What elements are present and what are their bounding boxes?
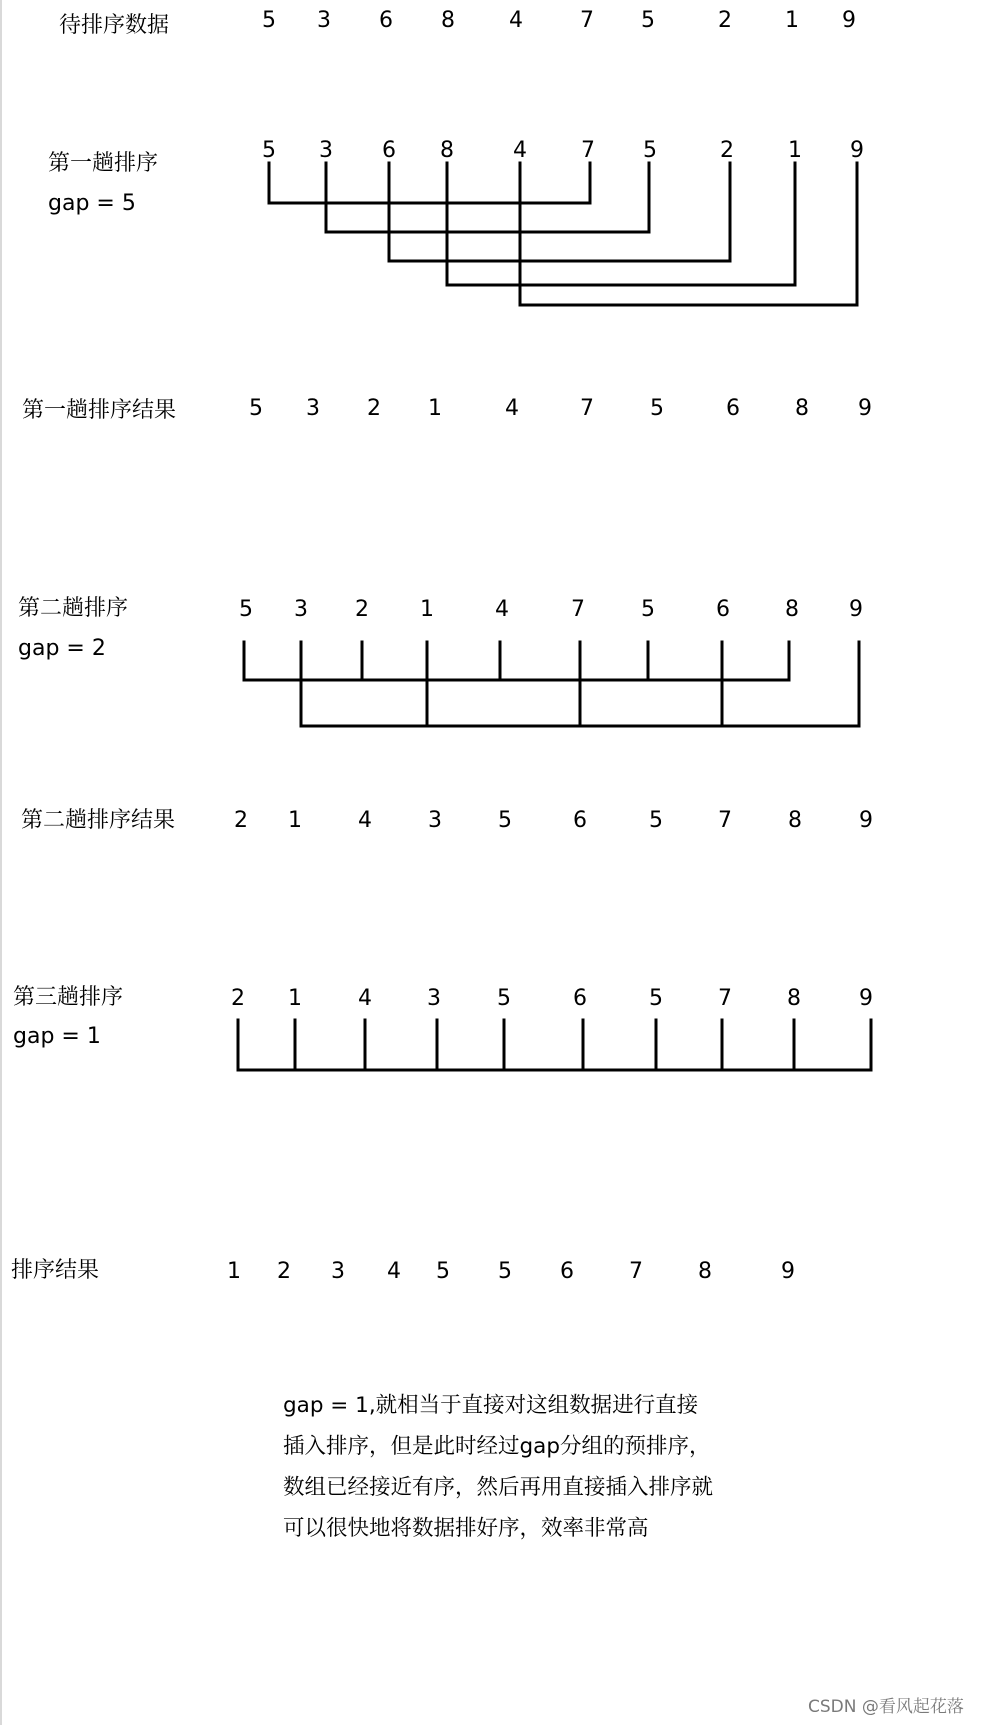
number-cell: 9 <box>842 8 856 33</box>
number-cell: 4 <box>387 1259 401 1284</box>
gap-label-pass3: gap = 1 <box>13 1024 101 1049</box>
pass2-group-line-a <box>244 642 789 680</box>
number-cell: 1 <box>428 396 442 421</box>
number-cell: 9 <box>859 808 873 833</box>
number-cell: 5 <box>262 8 276 33</box>
number-cell: 2 <box>367 396 381 421</box>
number-cell: 1 <box>288 986 302 1011</box>
number-cell: 1 <box>288 808 302 833</box>
number-cell: 2 <box>355 597 369 622</box>
number-cell: 8 <box>698 1259 712 1284</box>
number-cell: 8 <box>795 396 809 421</box>
number-cell: 8 <box>785 597 799 622</box>
number-cell: 5 <box>497 986 511 1011</box>
number-cell: 3 <box>428 808 442 833</box>
number-cell: 6 <box>560 1259 574 1284</box>
number-cell: 5 <box>650 396 664 421</box>
row-label-pass2: 第二趟排序 <box>18 596 129 621</box>
number-cell: 8 <box>788 808 802 833</box>
number-cell: 9 <box>859 986 873 1011</box>
number-cell: 2 <box>720 138 734 163</box>
number-cell: 7 <box>629 1259 643 1284</box>
number-cell: 8 <box>787 986 801 1011</box>
number-cell: 4 <box>358 808 372 833</box>
number-cell: 5 <box>436 1259 450 1284</box>
row-label-pass1: 第一趟排序 <box>48 151 159 176</box>
number-cell: 2 <box>277 1259 291 1284</box>
number-cell: 7 <box>581 138 595 163</box>
note-line: 插入排序，但是此时经过gap分组的预排序， <box>283 1434 711 1459</box>
number-cell: 9 <box>858 396 872 421</box>
number-cell: 5 <box>641 597 655 622</box>
number-cell: 4 <box>509 8 523 33</box>
number-cell: 5 <box>649 986 663 1011</box>
number-cell: 3 <box>427 986 441 1011</box>
number-cell: 8 <box>440 138 454 163</box>
number-cell: 2 <box>234 808 248 833</box>
number-cell: 6 <box>573 986 587 1011</box>
number-cell: 9 <box>781 1259 795 1284</box>
number-cell: 7 <box>718 808 732 833</box>
number-cell: 6 <box>726 396 740 421</box>
row-label-pass2-result: 第二趟排序结果 <box>21 808 176 833</box>
number-cell: 5 <box>249 396 263 421</box>
number-cell: 5 <box>239 597 253 622</box>
gap-label-pass1: gap = 5 <box>48 191 136 216</box>
row-label-pass3: 第三趟排序 <box>13 985 124 1010</box>
number-cell: 7 <box>580 8 594 33</box>
pass1-group-line <box>389 163 730 261</box>
number-cell: 9 <box>850 138 864 163</box>
number-cell: 1 <box>785 8 799 33</box>
pass1-group-line <box>447 163 795 285</box>
number-cell: 4 <box>495 597 509 622</box>
note-line: 数组已经接近有序，然后再用直接插入排序就 <box>283 1475 714 1500</box>
number-cell: 3 <box>294 597 308 622</box>
number-cell: 6 <box>716 597 730 622</box>
pass1-group-line <box>326 163 649 232</box>
row-label-unsorted: 待排序数据 <box>59 13 170 38</box>
number-cell: 5 <box>262 138 276 163</box>
number-cell: 1 <box>788 138 802 163</box>
number-cell: 4 <box>505 396 519 421</box>
number-cell: 6 <box>382 138 396 163</box>
row-label-final: 排序结果 <box>11 1258 100 1283</box>
number-cell: 2 <box>718 8 732 33</box>
number-cell: 7 <box>718 986 732 1011</box>
row-label-pass1-result: 第一趟排序结果 <box>22 398 177 423</box>
number-cell: 4 <box>513 138 527 163</box>
number-cell: 8 <box>441 8 455 33</box>
number-cell: 3 <box>319 138 333 163</box>
gap-label-pass2: gap = 2 <box>18 636 106 661</box>
number-cell: 6 <box>573 808 587 833</box>
pass1-group-line <box>269 163 590 203</box>
number-cell: 5 <box>641 8 655 33</box>
number-cell: 2 <box>231 986 245 1011</box>
number-cell: 3 <box>317 8 331 33</box>
number-cell: 5 <box>498 1259 512 1284</box>
number-cell: 1 <box>227 1259 241 1284</box>
explanation-note <box>283 1385 803 1549</box>
number-cell: 5 <box>649 808 663 833</box>
number-cell: 7 <box>580 396 594 421</box>
pass3-group-line <box>238 1020 871 1070</box>
watermark: CSDN @看风起花落 <box>808 1697 964 1717</box>
number-cell: 3 <box>306 396 320 421</box>
number-cell: 7 <box>571 597 585 622</box>
note-line: gap = 1,就相当于直接对这组数据进行直接 <box>283 1393 699 1418</box>
number-cell: 1 <box>420 597 434 622</box>
number-cell: 5 <box>498 808 512 833</box>
number-cell: 9 <box>849 597 863 622</box>
number-cell: 3 <box>331 1259 345 1284</box>
number-cell: 4 <box>358 986 372 1011</box>
note-line: 可以很快地将数据排好序，效率非常高 <box>283 1516 649 1541</box>
number-cell: 6 <box>379 8 393 33</box>
number-cell: 5 <box>643 138 657 163</box>
